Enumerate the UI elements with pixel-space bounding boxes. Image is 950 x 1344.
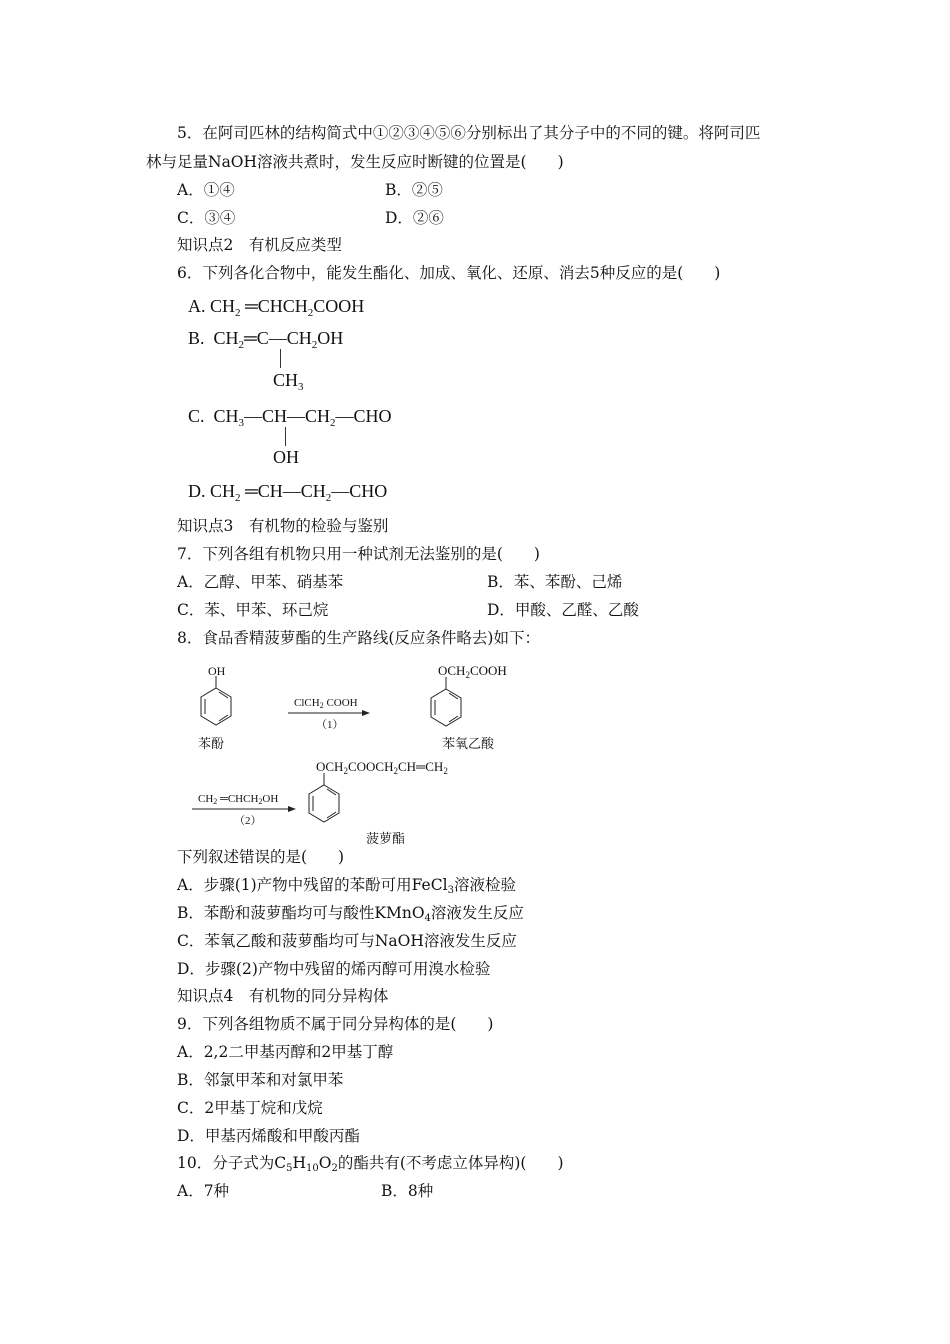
q6-b-bond	[280, 349, 281, 368]
knowledge-point-3: 知识点3 有机物的检验与鉴别	[177, 517, 389, 535]
q5-option-a: A．①④	[177, 181, 235, 199]
q6-option-a-formula: A. $CH_2$ $═CHCH_2COOH$	[188, 296, 365, 319]
knowledge-point-4: 知识点4 有机物的同分异构体	[177, 987, 389, 1005]
q9-option-a: A．2,2二甲基丙醇和2甲基丁醇	[177, 1043, 394, 1061]
step2-label: （2）	[234, 815, 262, 827]
step1-arrow	[288, 708, 372, 718]
ester-ring-structure	[304, 773, 344, 837]
phenoxyacetic-ring-structure	[426, 677, 466, 741]
q8-option-a: A．步骤(1)产物中残留的苯酚可用FeCl$_3$溶液检验	[177, 876, 516, 896]
q5-stem-line2: 林与足量NaOH溶液共煮时，发生反应时断键的位置是( )	[146, 153, 564, 171]
step1-reagent: ClCH$_2$ COOH	[294, 697, 358, 710]
q5-option-b: B．②⑤	[385, 181, 443, 199]
q9-option-d: D．甲基丙烯酸和甲酸丙酯	[177, 1127, 360, 1145]
phenol-oh-label: OH	[208, 664, 226, 678]
q8-stem: 8．食品香精菠萝酯的生产路线(反应条件略去)如下：	[177, 629, 540, 647]
phenol-name: 苯酚	[198, 737, 225, 752]
phenoxyacetic-acid-name: 苯氧乙酸	[442, 737, 495, 752]
q5-stem-line1: 5．在阿司匹林的结构简式中①②③④⑤⑥分别标出了其分子中的不同的键。将阿司匹	[177, 124, 761, 142]
pineapple-ester-name: 菠萝酯	[366, 832, 406, 847]
phenol-ring-structure	[196, 676, 236, 740]
q5-option-d: D．②⑥	[385, 209, 444, 227]
q7-option-d: D．甲酸、乙醛、乙酸	[487, 601, 639, 619]
q6-c-bond	[285, 427, 286, 446]
knowledge-point-2: 知识点2 有机反应类型	[177, 236, 342, 254]
q8-ask: 下列叙述错误的是( )	[177, 848, 345, 866]
q10-option-b: B．8种	[381, 1182, 434, 1200]
q6-stem: 6．下列各化合物中，能发生酯化、加成、氧化、还原、消去5种反应的是( )	[177, 264, 721, 282]
q7-stem: 7．下列各组有机物只用一种试剂无法鉴别的是( )	[177, 545, 540, 563]
q9-stem: 9．下列各组物质不属于同分异构体的是( )	[177, 1015, 494, 1033]
step2-reagent: $CH_2$ $═CHCH_2OH$	[198, 793, 279, 806]
q6-option-c-branch: OH	[273, 447, 299, 467]
q8-option-d: D．步骤(2)产物中残留的烯丙醇可用溴水检验	[177, 960, 491, 978]
q7-option-b: B．苯、苯酚、己烯	[487, 573, 623, 591]
q6-option-c-formula: C. $CH_3—CH—CH_2—CHO$	[188, 406, 392, 429]
q9-option-c: C．2甲基丁烷和戊烷	[177, 1099, 323, 1117]
q5-option-c: C．③④	[177, 209, 236, 227]
q6-option-b-branch: $CH_3$	[273, 370, 304, 393]
q6-option-b-formula: B. $CH_2═C—CH_2OH$	[188, 328, 344, 351]
q10-stem: 10．分子式为$C_5H_{10}O_2$的酯共有(不考虑立体异构)( )	[177, 1154, 564, 1174]
step1-label: （1）	[316, 719, 344, 731]
q10-option-a: A．7种	[177, 1182, 230, 1200]
q9-option-b: B．邻氯甲苯和对氯甲苯	[177, 1071, 344, 1089]
q8-option-c: C．苯氧乙酸和菠萝酯均可与NaOH溶液发生反应	[177, 932, 517, 950]
q8-option-b: B．苯酚和菠萝酯均可与酸性KMnO$_4$溶液发生反应	[177, 904, 524, 924]
q6-option-d-formula: D. $CH_2$ $═CH—CH_2—CHO$	[188, 481, 388, 504]
step2-arrow	[192, 804, 298, 814]
q7-option-a: A．乙醇、甲苯、硝基苯	[177, 573, 344, 591]
q7-option-c: C．苯、甲苯、环己烷	[177, 601, 329, 619]
phenoxyacetic-substituent: $OCH_2COOH$	[438, 663, 507, 680]
ester-substituent: $OCH_2COOCH_2CH═CH_2$	[316, 759, 448, 776]
